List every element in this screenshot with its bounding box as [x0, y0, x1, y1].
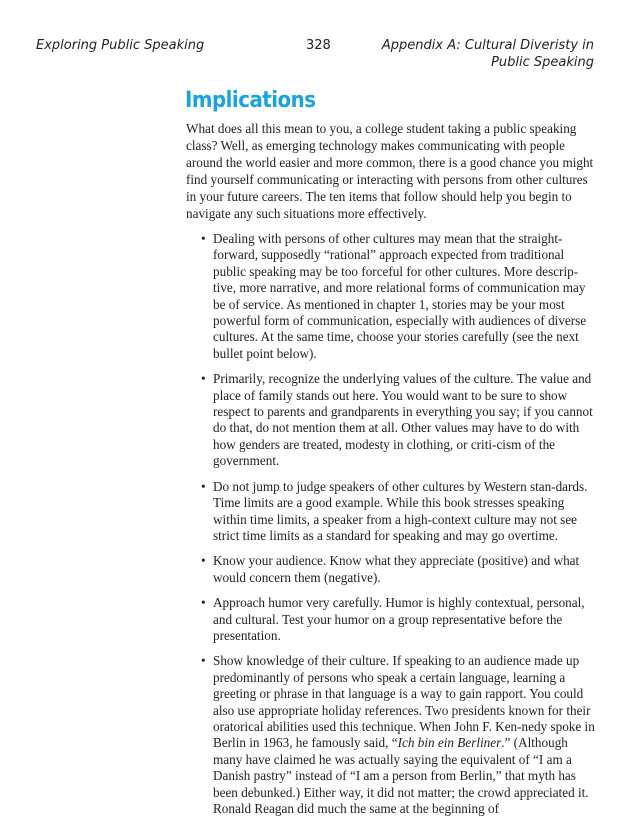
list-item — [198, 653, 596, 817]
book-title: Exploring Public Speaking — [36, 38, 205, 53]
section-title: Implications — [185, 88, 316, 113]
bullet-icon: • — [201, 553, 206, 569]
list-item — [198, 595, 596, 644]
list-item-text-start: Show knowledge of their culture. If speaking to an audience made up predominantly of persons who speak a certain language, learning a greeting or phrase in that language is a way to gain rapport. You could also use appropriate holiday references. Two presidents known for their oratorical abilities used this technique. When John F. Ken-nedy spoke in Berlin in 1963, he famously said, “ — [213, 653, 595, 751]
list-item — [198, 479, 596, 545]
running-header — [36, 37, 594, 73]
list-item-text: Primarily, recognize the underlying values of the culture. The value and place of family stands out here. You would want to be sure to show respect to parents and grandparents in everything you say; if you cannot do that, do not mention them at all. Other values may have to do with how genders are treated, modesty in clothing, or criti-cism of the government. — [213, 371, 593, 469]
list-item — [198, 231, 596, 362]
list-item-text-end: .” (Although many have claimed he was actually saying the equivalent of “I am a Danish pastry” instead of “I am a person from Berlin,” that myth has been debunked.) Either way, it did not matter; the crowd appreciated it. Ronald Reagan did much the same at the beginning of — [213, 735, 589, 816]
bullet-icon: • — [201, 595, 206, 611]
list-item-text: Do not jump to judge speakers of other cultures by Western stan-dards. Time limits are a good example. While this book stresses speaking within time limits, a speaker from a high-context culture may not see strict time limits as a standard for speaking and may go overtime. — [213, 478, 588, 543]
bullet-icon: • — [201, 478, 206, 494]
list-item-text: Approach humor very carefully. Humor is highly contextual, personal, and cultural. Test your humor on a group representative before the presentation. — [213, 595, 585, 643]
bullet-icon: • — [201, 653, 206, 669]
chapter-title: Appendix A: Cultural Diveristy in Public Speaking — [381, 38, 594, 70]
bullet-icon: • — [201, 231, 206, 246]
intro-paragraph: What does all this mean to you, a college student taking a public speaking class? Well, as emerging technology makes communicating with people around the world easier and more common, there is a good chance you might find yourself communicating or interacting with persons from other cultures in your future careers. The ten items that follow should help you begin to navigate any such situations more effectively. — [186, 121, 594, 221]
bullet-icon: • — [201, 371, 206, 387]
page-number: 328 — [306, 38, 331, 53]
list-item — [198, 371, 596, 469]
list-item — [198, 553, 596, 586]
list-item-text: Know your audience. Know what they appreciate (positive) and what would concern them (negative). — [213, 553, 580, 585]
list-item-quote: Ich bin ein Berliner — [397, 735, 502, 751]
list-item-text: Dealing with persons of other cultures may mean that the straight-forward, supposedly “rational” approach expected from traditional public speaking may be too forceful for other cultures. More descrip-tive, more narrative, and more relational forms of communication may be of service. As mentioned in chapter 1, stories may be your most powerful form of communication, especially with audiences of diverse cultures. At the same time, choose your stories carefully (see the next bullet point below). — [213, 231, 587, 361]
implications-list — [198, 231, 596, 826]
